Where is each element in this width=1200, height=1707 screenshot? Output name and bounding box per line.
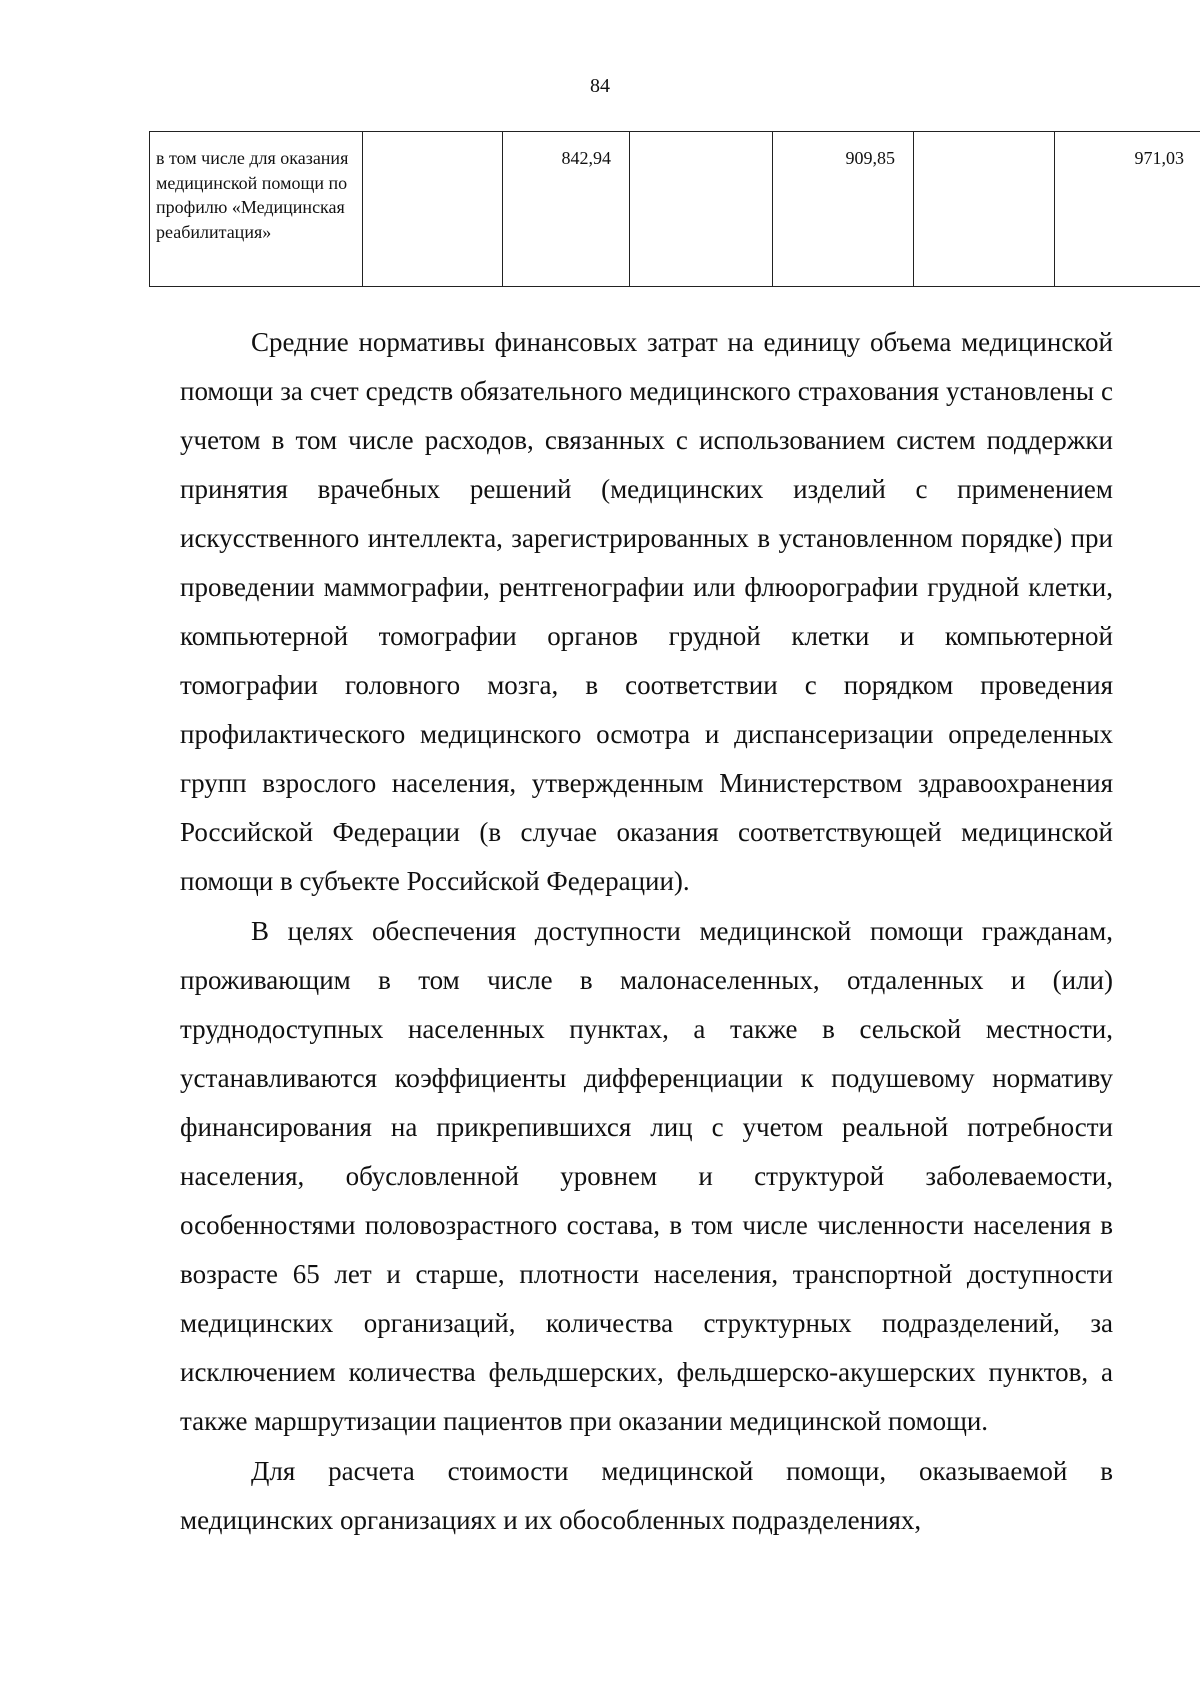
table-cell [630,132,773,287]
table-row [150,132,1200,287]
table-cell: 971,03 [1055,132,1200,287]
table-cell [363,132,503,287]
paragraph: В целях обеспечения доступности медицинской помощи гражданам, проживающим в том числе в малонаселенных, отдаленных и (или) труднодоступных населенных пунктах, а также в сельской местности, устанавливаются коэффициенты дифференциации к подушевому нормативу финансирования на прикрепившихся лиц с учетом реальной потребности населения, обусловленной уровнем и структурой заболеваемости, особенностями половозрастного состава, в том числе численности населения в возрасте 65 лет и старше, плотности населения, транспортной доступности медицинских организаций, количества структурных подразделений, за исключением количества фельдшерских, фельдшерско-акушерских пунктов, а также маршрутизации пациентов при оказании медицинской помощи. [180,916,1113,1436]
tariff-table [149,131,1200,287]
page-number: 84 [590,75,610,97]
document-body [180,318,1113,1546]
table-cell: 842,94 [503,132,630,287]
paragraph: Для расчета стоимости медицинской помощи, оказываемой в медицинских организациях и их обособленных подразделениях, [180,1456,1113,1535]
row-label-cell: в том числе для оказания медицинской помощи по профилю «Медицинская реабилитация» [150,132,363,287]
table-cell [914,132,1055,287]
paragraph: Средние нормативы финансовых затрат на единицу объема медицинской помощи за счет средств обязательного медицинского страхования установлены с учетом в том числе расходов, связанных с использованием систем поддержки принятия врачебных решений (медицинских изделий с применением искусственного интеллекта, зарегистрированных в установленном порядке) при проведении маммографии, рентгенографии или флюорографии грудной клетки, компьютерной томографии органов грудной клетки и компьютерной томографии головного мозга, в соответствии с порядком проведения профилактического медицинского осмотра и диспансеризации определенных групп взрослого населения, утвержденным Министерством здравоохранения Российской Федерации (в случае оказания соответствующей медицинской помощи в субъекте Российской Федерации). [180,327,1113,896]
table-cell: 909,85 [773,132,914,287]
